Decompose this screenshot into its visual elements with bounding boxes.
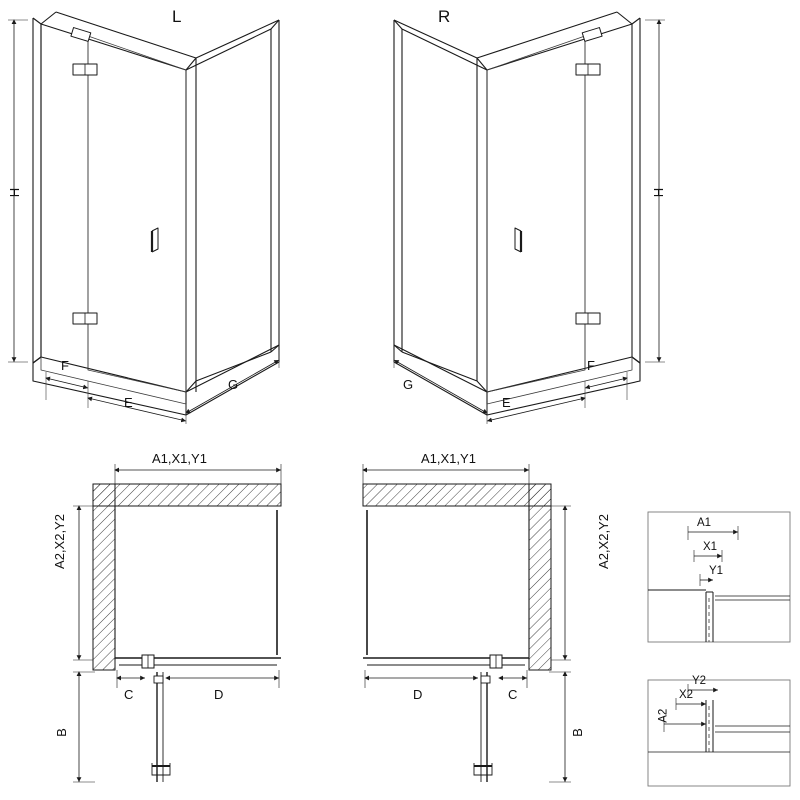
- plan-right-side-dim-label: A2,X2,Y2: [595, 514, 611, 569]
- plan-left-top-dim-label: A1,X1,Y1: [152, 451, 207, 466]
- plan-right-top-dim-label: A1,X1,Y1: [421, 451, 476, 466]
- detail-bottom-a2-label: A2: [657, 708, 670, 723]
- label-variant-left: L: [172, 7, 182, 26]
- detail-view-bottom: [648, 680, 790, 786]
- label-f-left: F: [61, 358, 69, 373]
- label-e-left: E: [124, 395, 133, 410]
- plan-right-d-label: D: [413, 687, 423, 702]
- plan-right-b-label: B: [569, 728, 585, 737]
- plan-left-b-label: B: [53, 728, 69, 737]
- detail-top-y1-label: Y1: [709, 565, 724, 577]
- plan-view-right: [363, 464, 571, 782]
- detail-bottom-x2-label: X2: [679, 689, 694, 701]
- label-g-left: G: [228, 377, 239, 392]
- plan-left-side-dim-label: A2,X2,Y2: [51, 514, 67, 569]
- plan-left-c-label: C: [124, 687, 134, 702]
- label-f-right: F: [587, 358, 595, 373]
- plan-right-c-label: C: [508, 687, 518, 702]
- label-height-right: H: [651, 187, 667, 198]
- label-height-left: H: [7, 187, 23, 198]
- plan-view-left: [73, 464, 281, 782]
- plan-left-d-label: D: [214, 687, 224, 702]
- iso-view-right: [394, 12, 665, 424]
- detail-top-a1-label: A1: [697, 517, 712, 529]
- label-e-right: E: [502, 395, 511, 410]
- label-variant-right: R: [438, 7, 451, 26]
- iso-view-left: [8, 12, 279, 424]
- label-g-right: G: [403, 377, 414, 392]
- detail-top-x1-label: X1: [703, 541, 718, 553]
- detail-bottom-y2-label: Y2: [692, 675, 707, 687]
